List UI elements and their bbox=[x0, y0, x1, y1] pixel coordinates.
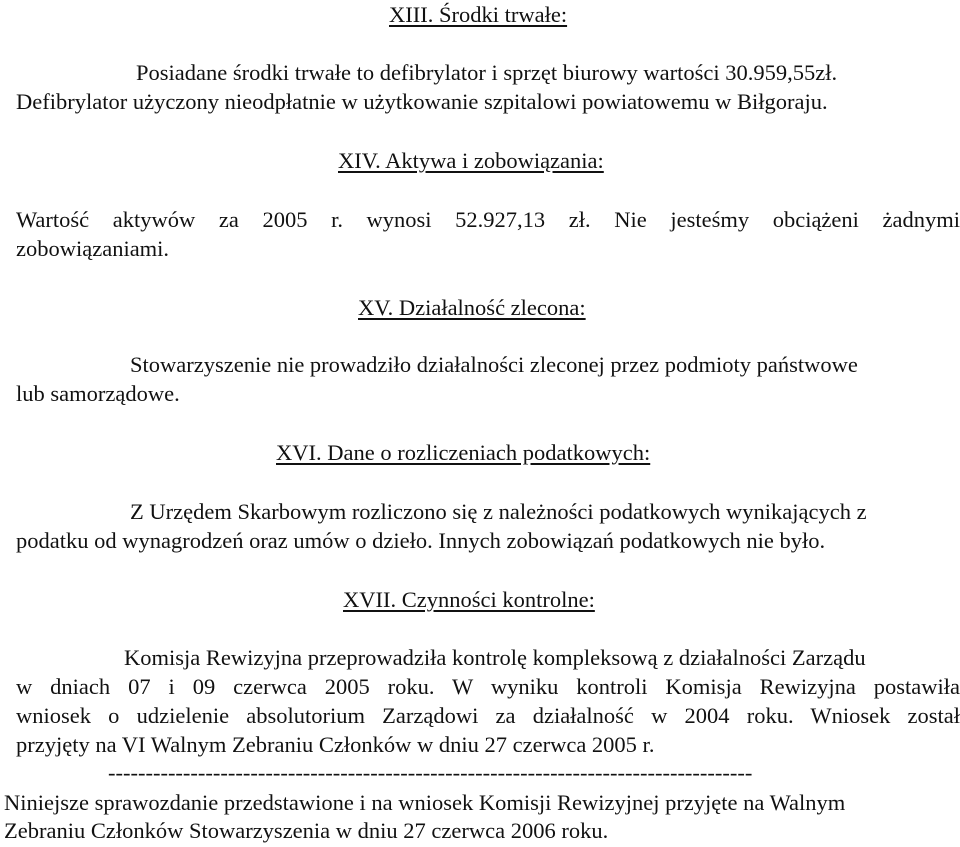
section-17-text-line3: wniosek o udzielenie absolutorium Zarządowi za działalność w 2004 roku. Wniosek został bbox=[16, 703, 960, 728]
section-13-text-line1: Posiadane środki trwałe to defibrylator i sprzęt biurowy wartości 30.959,55zł. bbox=[136, 60, 838, 85]
section-17-heading: XVII. Czynności kontrolne: bbox=[343, 587, 595, 612]
section-14-text-line2: zobowiązaniami. bbox=[16, 236, 170, 261]
section-14-text-line1: Wartość aktywów za 2005 r. wynosi 52.927,13 zł. Nie jesteśmy obciążeni żadnymi bbox=[16, 207, 960, 232]
separator-line: -------------------------------------------------------------------------------------- bbox=[108, 760, 753, 785]
section-17-text-line2: w dniach 07 i 09 czerwca 2005 roku. W wyniku kontroli Komisja Rewizyjna postawiła bbox=[16, 674, 960, 699]
section-17-text-line4: przyjęty na VI Walnym Zebraniu Członków w dniu 27 czerwca 2005 r. bbox=[16, 732, 655, 757]
section-13-heading: XIII. Środki trwałe: bbox=[389, 2, 568, 27]
section-15-text-line2: lub samorządowe. bbox=[16, 381, 180, 406]
footer-text-line2: Zebraniu Członków Stowarzyszenia w dniu 27 czerwca 2006 roku. bbox=[4, 818, 609, 843]
section-17-text-line1: Komisja Rewizyjna przeprowadziła kontrolę kompleksową z działalności Zarządu bbox=[124, 645, 866, 670]
section-15-heading: XV. Działalność zlecona: bbox=[358, 295, 586, 320]
section-16-heading: XVI. Dane o rozliczeniach podatkowych: bbox=[276, 440, 651, 465]
section-16-text-line1: Z Urzędem Skarbowym rozliczono się z należności podatkowych wynikających z bbox=[130, 499, 867, 524]
section-14-heading: XIV. Aktywa i zobowiązania: bbox=[338, 148, 604, 173]
section-15-text-line1: Stowarzyszenie nie prowadziło działalności zleconej przez podmioty państwowe bbox=[130, 352, 858, 377]
section-13-text-line2: Defibrylator użyczony nieodpłatnie w użytkowanie szpitalowi powiatowemu w Biłgoraju. bbox=[16, 89, 828, 114]
footer-text-line1: Niniejsze sprawozdanie przedstawione i na wniosek Komisji Rewizyjnej przyjęte na Walnym bbox=[4, 790, 846, 815]
section-16-text-line2: podatku od wynagrodzeń oraz umów o dzieło. Innych zobowiązań podatkowych nie było. bbox=[16, 528, 826, 553]
